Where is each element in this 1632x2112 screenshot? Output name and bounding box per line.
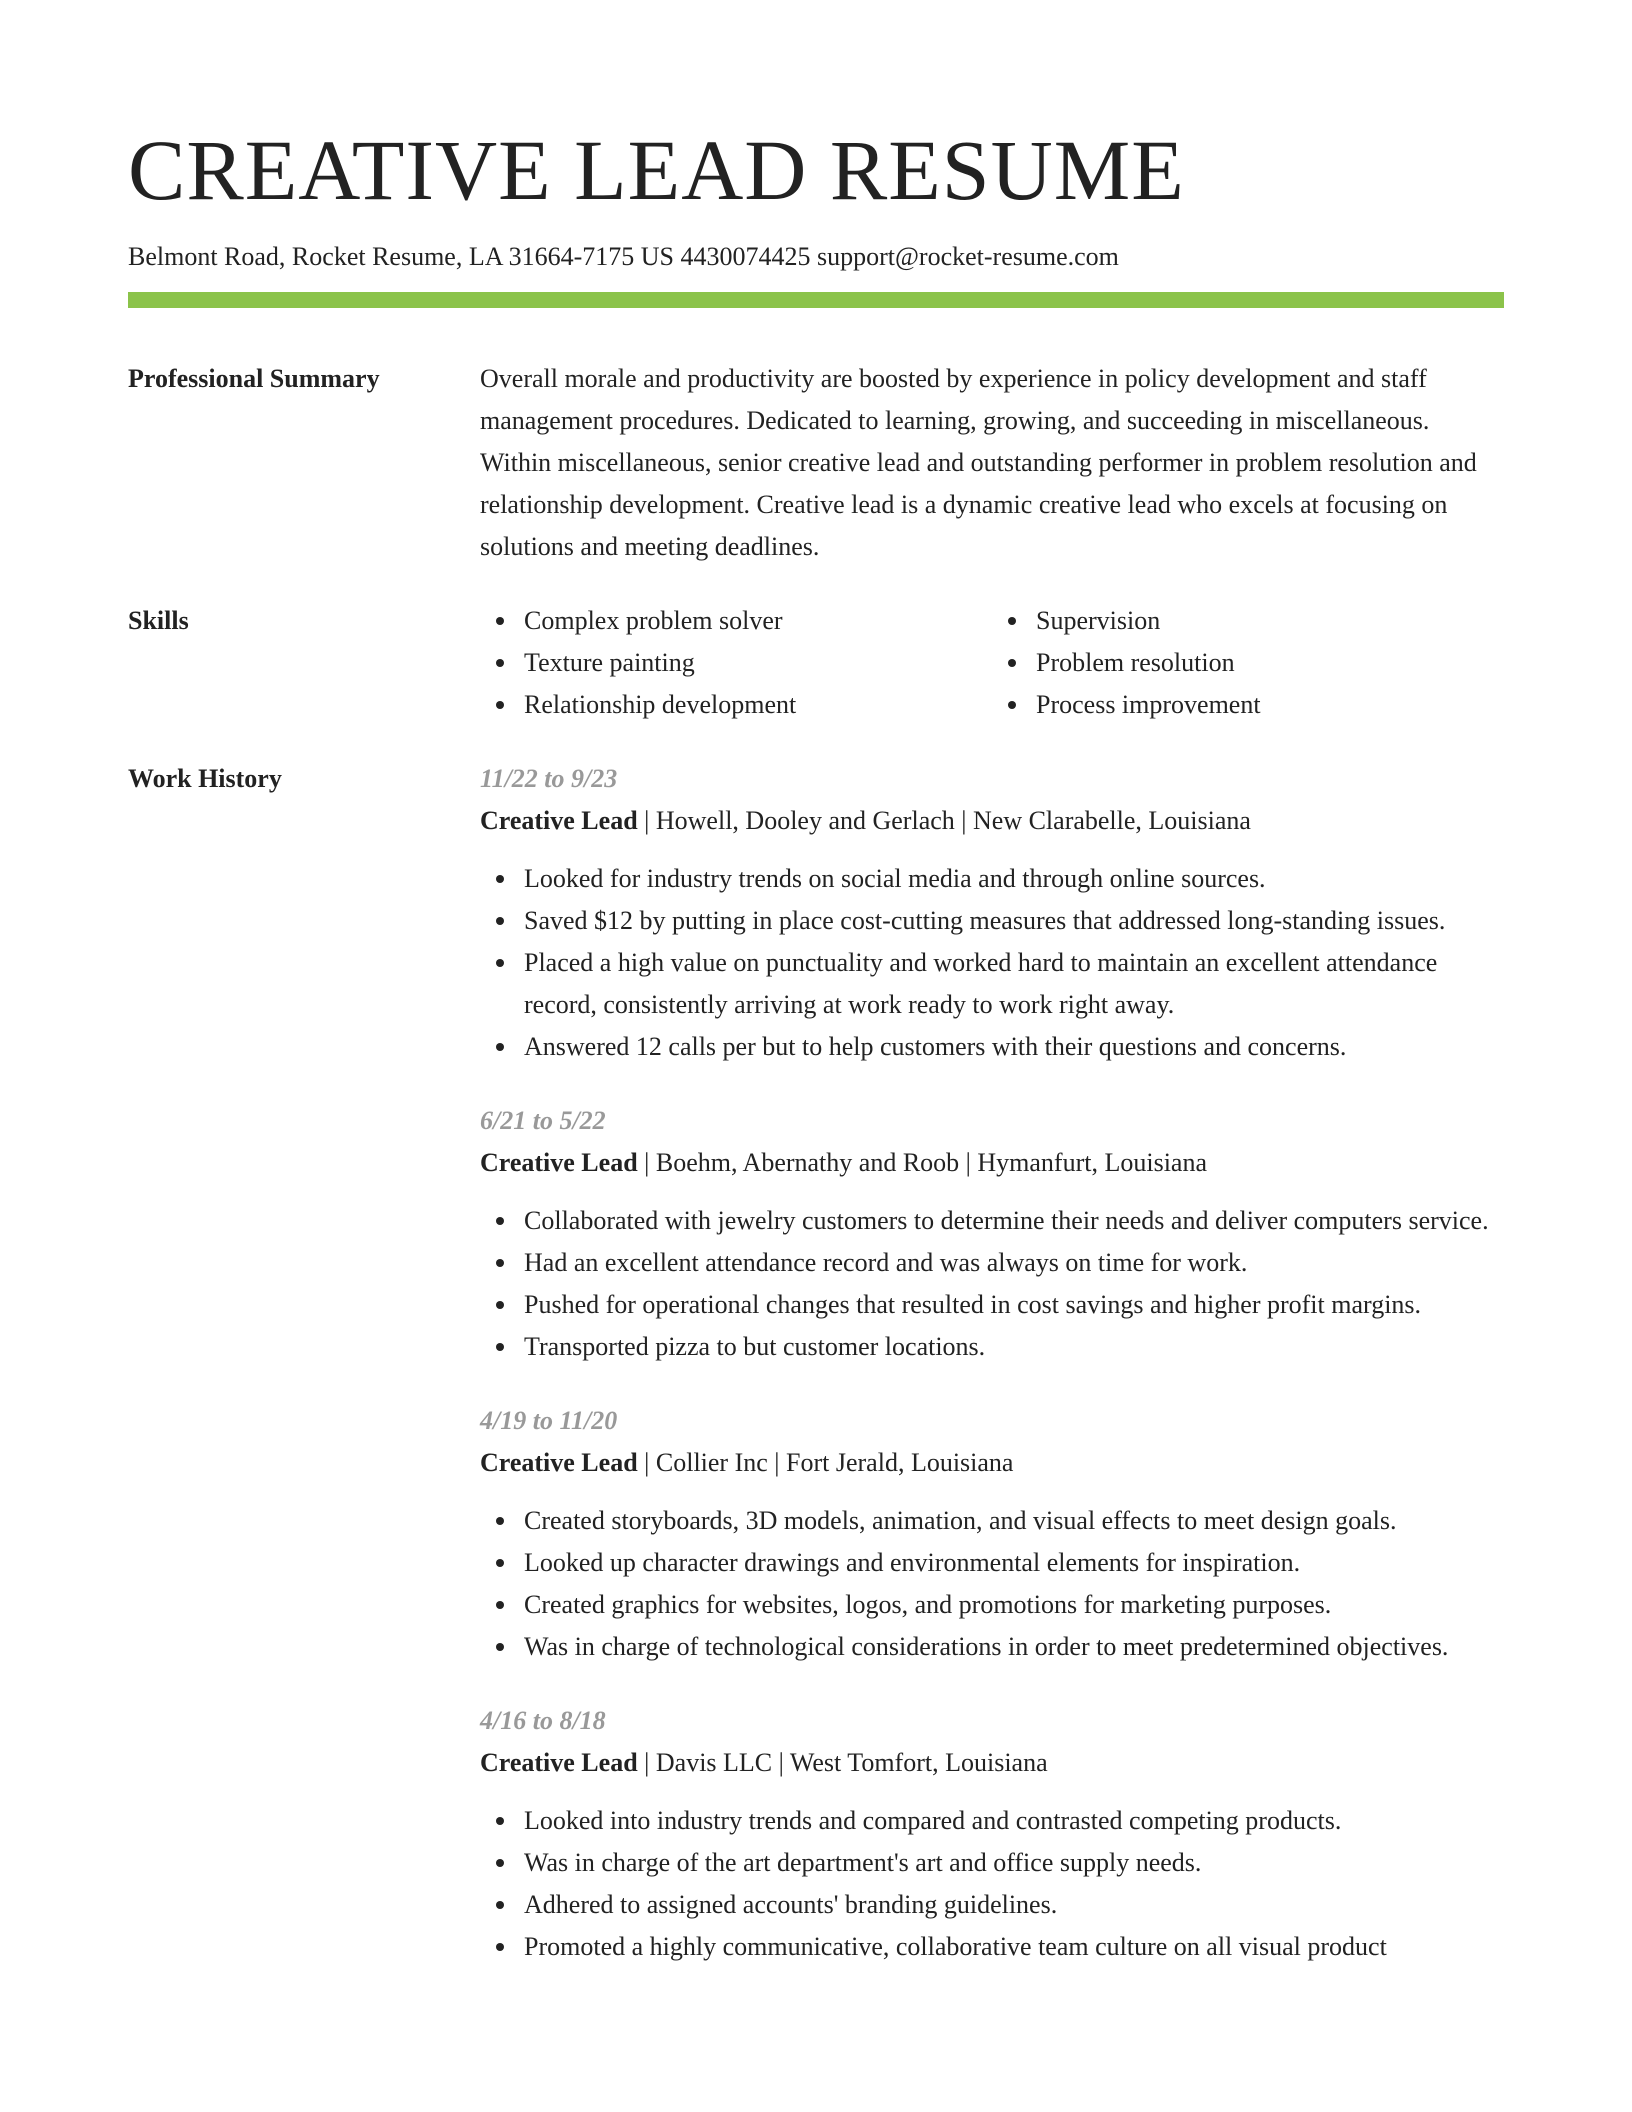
job-bullet: Was in charge of technological considerations in order to meet predetermined objectives.	[524, 1626, 1504, 1668]
job-bullet: Promoted a highly communicative, collaborative team culture on all visual product	[524, 1926, 1504, 1968]
job-bullet: Placed a high value on punctuality and worked hard to maintain an excellent attendance record, consistently arriving at work ready to work right away.	[524, 942, 1504, 1026]
job-bullet: Pushed for operational changes that resulted in cost savings and higher profit margins.	[524, 1284, 1504, 1326]
job-bullet: Looked into industry trends and compared and contrasted competing products.	[524, 1800, 1504, 1842]
job-dates: 4/16 to 8/18	[480, 1706, 606, 1735]
job-bullet: Was in charge of the art department's art and office supply needs.	[524, 1842, 1504, 1884]
skill-item: Process improvement	[1036, 684, 1504, 726]
skills-column-right	[992, 600, 1504, 726]
job-heading	[480, 1442, 1504, 1484]
job-bullet: Had an excellent attendance record and was always on time for work.	[524, 1242, 1504, 1284]
skills-grid	[480, 600, 1504, 726]
job-separator: |	[644, 1448, 650, 1477]
job-title: Creative Lead	[480, 1148, 638, 1177]
skill-item: Texture painting	[524, 642, 992, 684]
skills-section	[128, 600, 1504, 726]
accent-divider	[128, 292, 1504, 308]
skills-column-left	[480, 600, 992, 726]
job-bullet: Adhered to assigned accounts' branding guidelines.	[524, 1884, 1504, 1926]
summary-body	[480, 358, 1504, 568]
contact-line	[128, 240, 1504, 274]
job-location: Hymanfurt, Louisiana	[977, 1148, 1207, 1177]
job-title: Creative Lead	[480, 806, 638, 835]
work-history-section	[128, 758, 1504, 1968]
job-dates: 6/21 to 5/22	[480, 1106, 606, 1135]
summary-text: Overall morale and productivity are boosted by experience in policy development and staff management procedures. Dedicated to learning, growing, and succeeding in miscellaneous. Within miscellaneous, senior creative lead and outstanding performer in problem resolution and relationship development. Creative lead is a dynamic creative lead who excels at focusing on solutions and meeting deadlines.	[480, 364, 1477, 561]
job-bullet-list	[480, 1200, 1504, 1368]
resume-page	[128, 0, 1504, 1968]
contact-phone: 4430074425	[680, 242, 811, 271]
job-dates: 4/19 to 11/20	[480, 1406, 618, 1435]
job-bullet-list	[480, 1800, 1504, 1968]
job-bullet: Answered 12 calls per but to help customers with their questions and concerns.	[524, 1026, 1504, 1068]
job-heading	[480, 800, 1504, 842]
skill-item: Problem resolution	[1036, 642, 1504, 684]
job-separator: |	[644, 1148, 650, 1177]
job-entry	[480, 1400, 1504, 1668]
job-company: Boehm, Abernathy and Roob	[655, 1148, 960, 1177]
work-history-body	[480, 758, 1504, 1968]
job-heading	[480, 1142, 1504, 1184]
job-heading	[480, 1742, 1504, 1784]
section-label-summary: Professional Summary	[128, 364, 380, 393]
job-separator: |	[644, 1748, 650, 1777]
job-separator: |	[644, 806, 650, 835]
job-company: Davis LLC	[655, 1748, 773, 1777]
job-entry	[480, 1700, 1504, 1968]
contact-email: support@rocket-resume.com	[816, 242, 1119, 271]
skill-item: Relationship development	[524, 684, 992, 726]
section-label-work-history: Work History	[128, 764, 282, 793]
job-title: Creative Lead	[480, 1748, 638, 1777]
job-location: New Clarabelle, Louisiana	[973, 806, 1251, 835]
job-bullet: Saved $12 by putting in place cost-cutting measures that addressed long-standing issues.	[524, 900, 1504, 942]
resume-title: CREATIVE LEAD RESUME	[128, 122, 1185, 218]
professional-summary-section	[128, 358, 1504, 568]
job-entry	[480, 1100, 1504, 1368]
job-bullet-list	[480, 1500, 1504, 1668]
job-separator: |	[778, 1748, 784, 1777]
job-separator: |	[965, 1148, 971, 1177]
section-label-skills: Skills	[128, 606, 189, 635]
job-bullet: Looked for industry trends on social media and through online sources.	[524, 858, 1504, 900]
job-entry	[480, 758, 1504, 1068]
job-separator: |	[961, 806, 967, 835]
job-location: Fort Jerald, Louisiana	[786, 1448, 1014, 1477]
job-bullet: Created storyboards, 3D models, animation, and visual effects to meet design goals.	[524, 1500, 1504, 1542]
job-title: Creative Lead	[480, 1448, 638, 1477]
skill-item: Complex problem solver	[524, 600, 992, 642]
job-bullet: Transported pizza to but customer locations.	[524, 1326, 1504, 1368]
job-bullet: Looked up character drawings and environmental elements for inspiration.	[524, 1542, 1504, 1584]
skill-item: Supervision	[1036, 600, 1504, 642]
contact-address: Belmont Road, Rocket Resume, LA 31664-7175 US	[128, 242, 674, 271]
job-location: West Tomfort, Louisiana	[789, 1748, 1048, 1777]
job-separator: |	[774, 1448, 780, 1477]
job-company: Collier Inc	[655, 1448, 768, 1477]
job-bullet: Created graphics for websites, logos, and promotions for marketing purposes.	[524, 1584, 1504, 1626]
job-bullet: Collaborated with jewelry customers to determine their needs and deliver computers service.	[524, 1200, 1504, 1242]
job-bullet-list	[480, 858, 1504, 1068]
job-company: Howell, Dooley and Gerlach	[655, 806, 955, 835]
job-dates: 11/22 to 9/23	[480, 764, 618, 793]
